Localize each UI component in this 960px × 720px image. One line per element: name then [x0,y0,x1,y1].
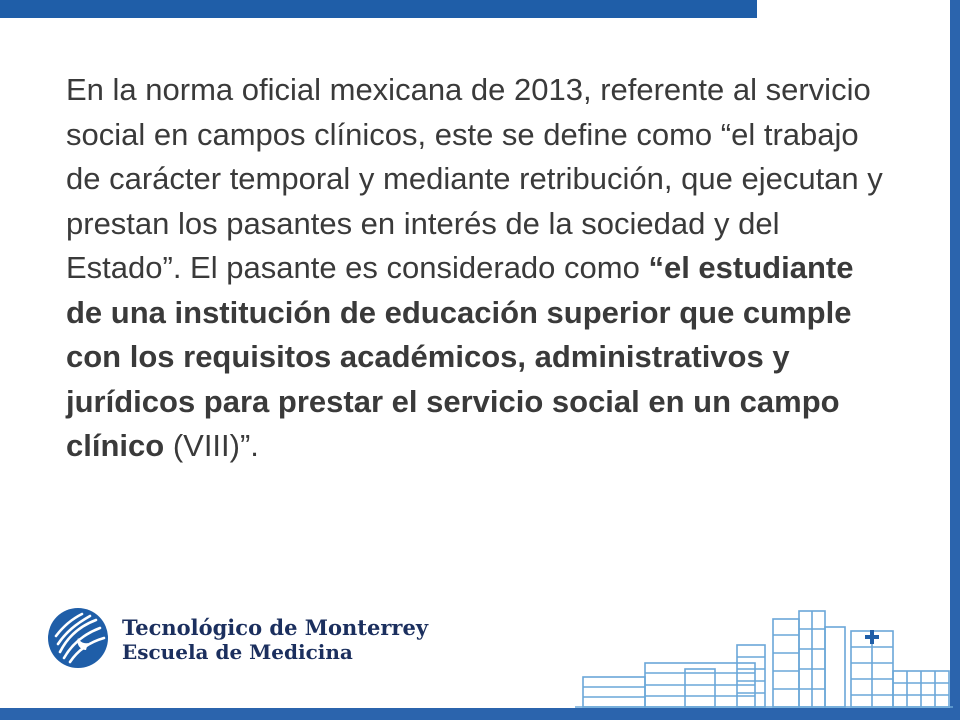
institution-name: Tecnológico de Monterrey [122,615,429,640]
hospital-skyline-icon [575,605,953,709]
school-name: Escuela de Medicina [122,640,353,664]
paragraph-regular-part: En la norma oficial mexicana de 2013, referente al servicio social en campos clínicos, este se define como “el trabajo de carácter temporal y mediante retribución, que ejecutan y prestan los pasantes en interés de la sociedad y del Estado”. El pasante es considerado como [66,72,883,285]
top-accent-bar [0,0,757,18]
bottom-border-bar [0,708,960,720]
paragraph-citation: (VIII)”. [164,428,259,463]
tec-globe-logo-icon [46,606,110,670]
slide-body-text [66,68,886,469]
institution-logo-text [122,616,428,664]
paragraph-bold-quote: “el estudiante de una institución de educación superior que cumple con los requisitos académicos, administrativos y jurídicos para prestar el servicio social en un campo clínico [66,250,854,463]
